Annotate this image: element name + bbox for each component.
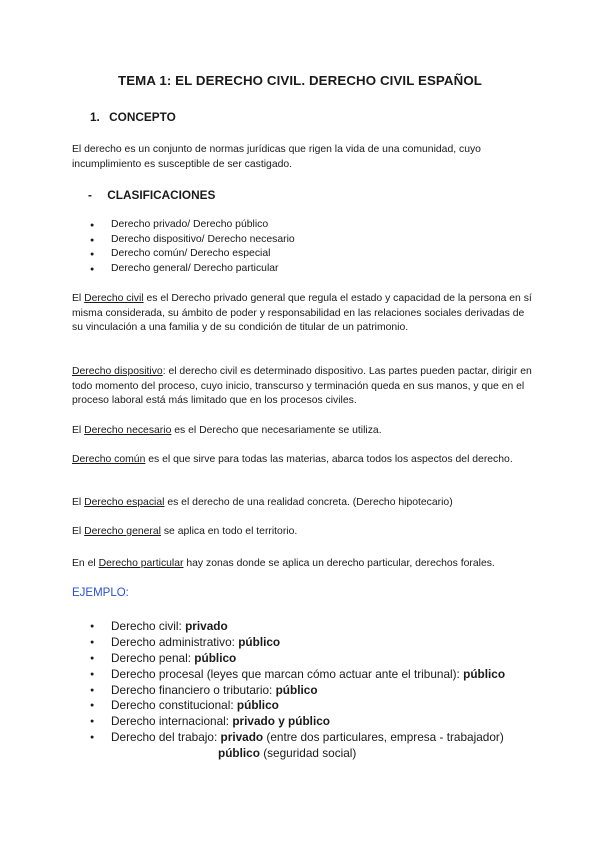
page-title: TEMA 1: EL DERECHO CIVIL. DERECHO CIVIL ESPAÑOL: [117, 73, 482, 88]
list-item: ● Derecho privado/ Derecho público: [90, 219, 269, 230]
term-derecho-particular: Derecho particular: [98, 558, 184, 569]
term-derecho-comun: Derecho común: [72, 454, 146, 465]
bullet-icon: ●: [90, 236, 95, 244]
term-derecho-civil: Derecho civil: [84, 293, 144, 304]
list-item: ● Derecho común/ Derecho especial: [90, 248, 271, 259]
paragraph-derecho-necesario: El Derecho necesario es el Derecho que necesariamente se utiliza.: [72, 425, 382, 436]
example-label: EJEMPLO:: [72, 587, 129, 599]
bullet-icon: ●: [90, 222, 95, 229]
example-item-continuation: público (seguridad social): [218, 746, 357, 761]
bullet-icon: ●: [90, 638, 95, 646]
subheading-text: CLASIFICACIONES: [107, 188, 216, 202]
paragraph-derecho-particular: En el Derecho particular hay zonas donde se aplica un derecho particular, derechos forales.: [72, 558, 495, 569]
section-heading-concepto: [90, 110, 176, 124]
example-item: ● Derecho financiero o tributario: público: [90, 682, 318, 697]
paragraph-derecho-comun: Derecho común es el que sirve para todas las materias, abarca todos los aspectos del derecho.: [72, 454, 513, 465]
term-derecho-espacial: Derecho espacial: [84, 497, 165, 508]
list-item: ● Derecho general/ Derecho particular: [90, 262, 279, 274]
example-item: ● Derecho administrativo: público: [90, 634, 281, 649]
dash-marker: -: [88, 188, 92, 202]
example-item: ● Derecho civil: privado: [90, 619, 228, 633]
example-item: ● Derecho procesal (leyes que marcan cómo actuar ante el tribunal): público: [90, 666, 506, 681]
bullet-icon: ●: [90, 265, 95, 273]
bullet-icon: ●: [90, 251, 95, 258]
example-item: ● Derecho penal: público: [90, 650, 237, 665]
bullet-icon: ●: [90, 718, 95, 726]
paragraph-derecho-general: El Derecho general se aplica en todo el territorio.: [72, 526, 298, 537]
bullet-icon: ●: [90, 702, 95, 710]
bullet-icon: ●: [90, 686, 95, 694]
intro-paragraph: El derecho es un conjunto de normas jurídicas que rigen la vida de una comunidad, cuyo incumplimiento es susceptible de ser castigado.: [72, 144, 481, 170]
classification-list: [90, 219, 390, 279]
paragraph-derecho-espacial: El Derecho espacial es el derecho de una realidad concreta. (Derecho hipotecario): [72, 497, 453, 508]
term-derecho-dispositivo: Derecho dispositivo: [72, 366, 163, 377]
example-item: ● Derecho internacional: privado y público: [90, 714, 330, 729]
example-item: ● Derecho constitucional: público: [90, 698, 279, 713]
term-derecho-necesario: Derecho necesario: [84, 425, 172, 436]
section-number: 1.: [90, 110, 100, 124]
paragraph-derecho-civil: El Derecho civil es el Derecho privado general que regula el estado y capacidad de la persona en sí misma considerada, su ámbito de poder y responsabilidad en las relaciones sociales derivadas de su vinculación a una familia y de su condición de titular de un patrimonio.: [72, 293, 532, 333]
bullet-icon: ●: [90, 734, 95, 742]
paragraph-derecho-dispositivo: Derecho dispositivo: el derecho civil es determinado dispositivo. Las partes pueden pactar, dirigir en todo momento del proceso, cuyo inicio, transcurso y terminación queda en sus manos, y que en el proceso laboral está más limitado que en los procesos civiles.: [72, 366, 532, 406]
term-derecho-general: Derecho general: [84, 526, 161, 537]
subheading-clasificaciones: [88, 188, 215, 202]
bullet-icon: ●: [90, 623, 95, 630]
example-item: ● Derecho del trabajo: privado (entre dos particulares, empresa - trabajador): [90, 730, 504, 745]
bullet-icon: ●: [90, 654, 95, 662]
bullet-icon: ●: [90, 670, 95, 678]
section-title: CONCEPTO: [109, 110, 176, 124]
list-item: ● Derecho dispositivo/ Derecho necesario: [90, 233, 295, 245]
example-list: [90, 619, 550, 769]
